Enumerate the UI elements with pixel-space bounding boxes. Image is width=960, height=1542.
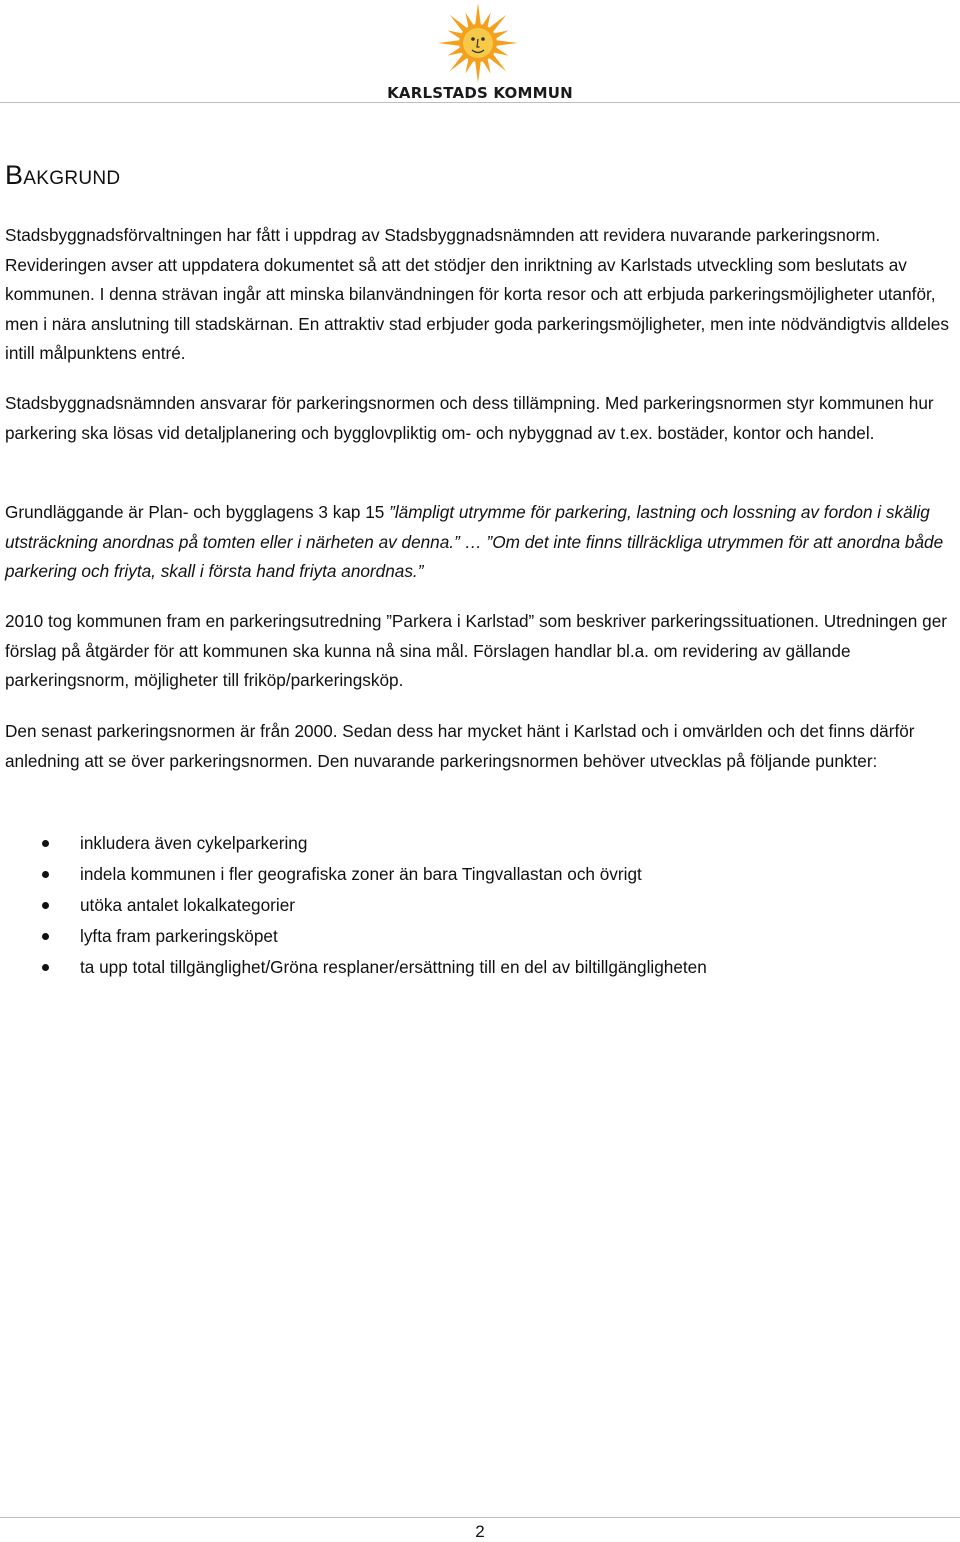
page-number: 2 xyxy=(475,1522,485,1541)
logo-text: KARLSTADS KOMMUN xyxy=(387,84,573,102)
paragraph-pbl-quote: ”lämpligt utrymme för parkering, lastning och lossning av fordon i skälig utsträckning anordnas på tomten eller i närheten av denna.” … ”Om det inte finns tillräckliga utrymmen för att anordna både parkering och friyta, skall i första hand friyta anordnas.” xyxy=(5,502,944,581)
bullet-icon xyxy=(42,902,49,909)
sun-ray xyxy=(438,40,460,46)
bullet-icon xyxy=(42,964,49,971)
paragraph-intro: Stadsbyggnadsförvaltningen har fått i uppdrag av Stadsbyggnadsnämnden att revidera nuvarande parkeringsnorm. Revideringen avser att uppdatera dokumentet så att det stödjer den inriktning av Karlstads utveckling som beslutats av kommunen. I denna strävan ingår att minska bilanvändningen för korta resor och att erbjuda parkeringsmöjligheter utanför, men i nära anslutning till stadskärnan. En attraktiv stad erbjuder goda parkeringsmöjligheter, men inte nödvändigtvis alldeles intill målpunktens entré. xyxy=(5,225,949,363)
sun-ray xyxy=(496,40,518,46)
list-item: utöka antalet lokalkategorier xyxy=(0,890,960,921)
sun-ray xyxy=(475,3,481,25)
karlstad-sun-logo xyxy=(437,2,519,84)
list-item: indela kommunen i fler geografiska zoner än bara Tingvallastan och övrigt xyxy=(0,859,960,890)
improvement-list xyxy=(0,828,960,983)
paragraph-pbl-lead: Grundläggande är Plan- och bygglagens 3 kap 15 xyxy=(5,502,390,522)
paragraph-investigation: 2010 tog kommunen fram en parkeringsutredning ”Parkera i Karlstad” som beskriver parkeringssituationen. Utredningen ger förslag på åtgärder för att kommunen ska kunna nå sina mål. Förslagen handlar bl.a. om revidering av gällande parkeringsnorm, möjligheter till friköp/parkeringsköp. xyxy=(5,611,947,690)
list-item: inkludera även cykelparkering xyxy=(0,828,960,859)
footer-divider xyxy=(0,1517,960,1518)
bullet-icon xyxy=(42,933,49,940)
section-heading: Bakgrund xyxy=(5,160,121,190)
list-item: ta upp total tillgänglighet/Gröna resplaner/ersättning till en del av biltillgängligheten xyxy=(0,952,960,983)
header-divider xyxy=(0,102,960,103)
bullet-icon xyxy=(42,840,49,847)
paragraph-pbl xyxy=(5,498,957,587)
bullet-icon xyxy=(42,871,49,878)
paragraph-current-norm: Den senast parkeringsnormen är från 2000. Sedan dess har mycket hänt i Karlstad och i omvärlden och det finns därför anledning att se över parkeringsnormen. Den nuvarande parkeringsnormen behöver utvecklas på följande punkter: xyxy=(5,721,915,771)
sun-ray xyxy=(475,61,481,83)
page-header xyxy=(0,0,960,100)
list-item: lyfta fram parkeringsköpet xyxy=(0,921,960,952)
paragraph-responsibility: Stadsbyggnadsnämnden ansvarar för parkeringsnormen och dess tillämpning. Med parkeringsnormen styr kommunen hur parkering ska lösas vid detaljplanering och bygglovpliktig om- och nybyggnad av t.ex. bostäder, kontor och handel. xyxy=(5,393,934,443)
